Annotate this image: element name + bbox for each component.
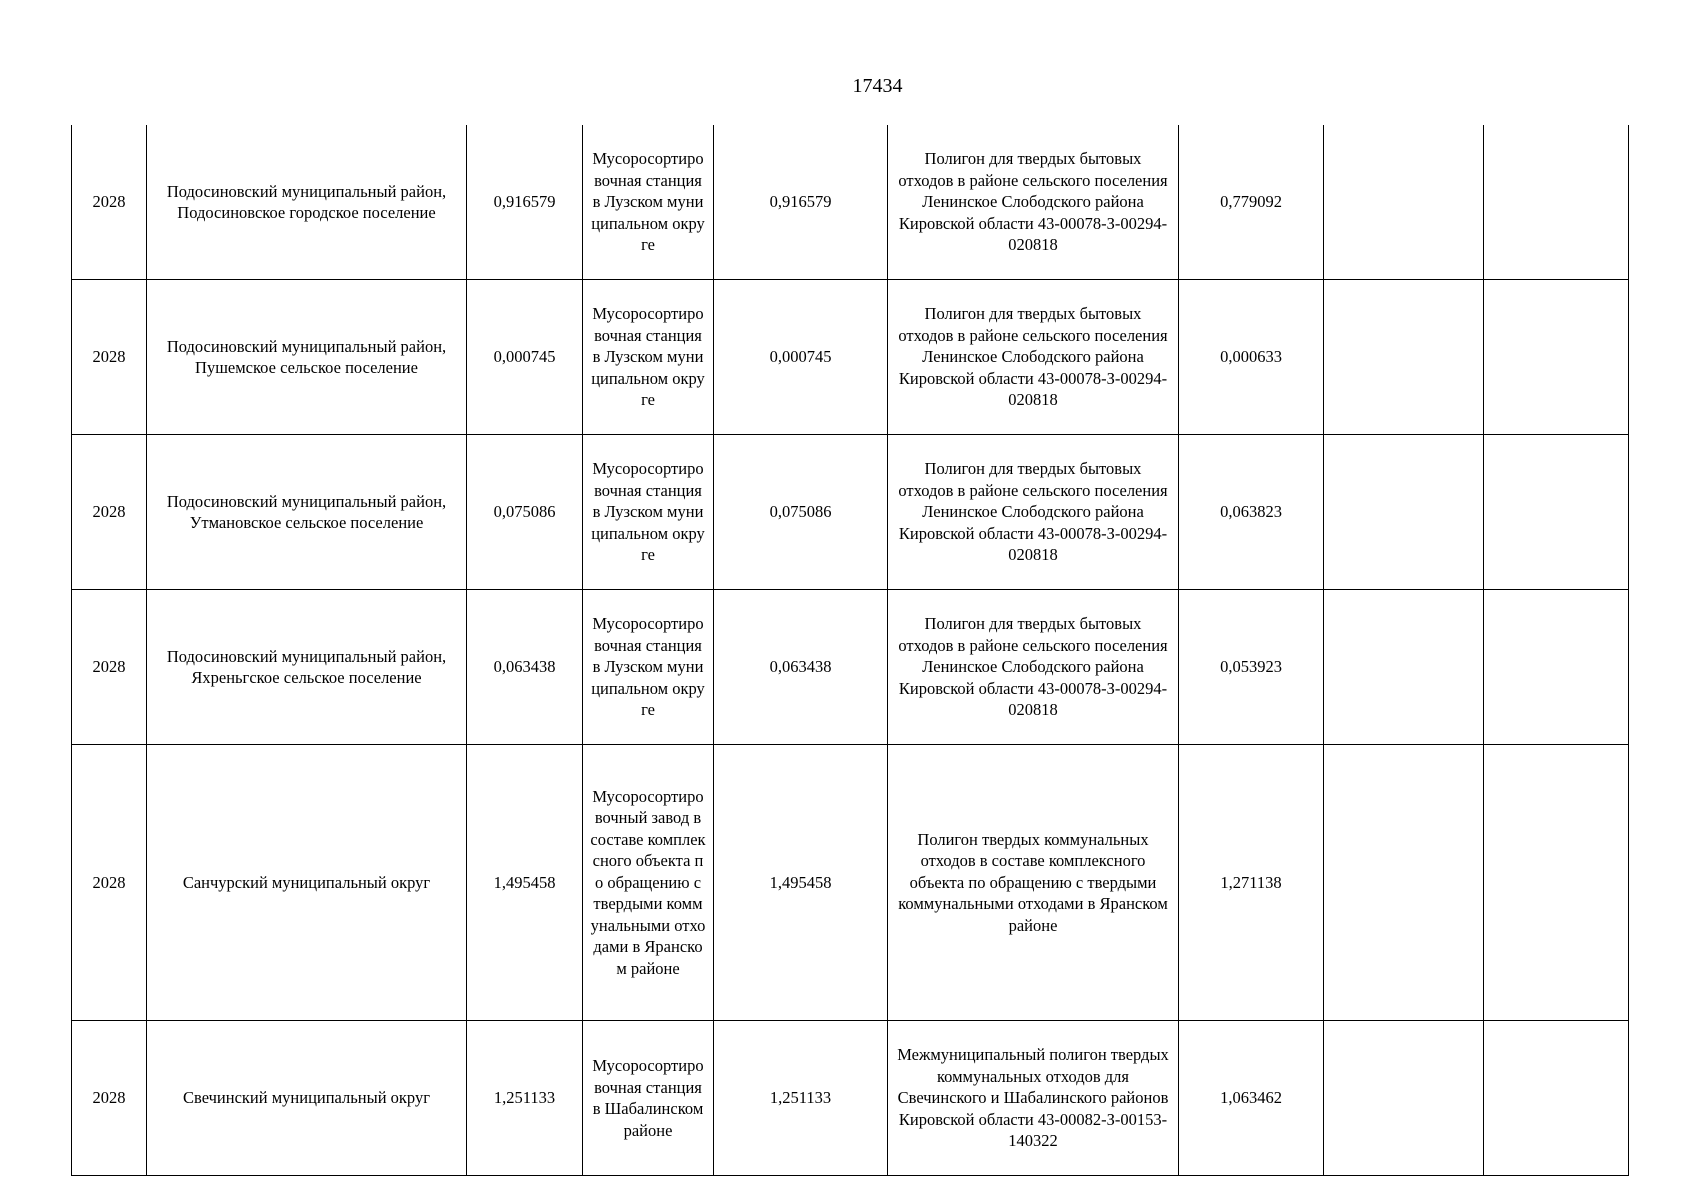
cell-municipality: Подосиновский муниципальный район, Утмановское сельское поселение [147, 435, 467, 590]
cell-volume-in: 0,063438 [467, 590, 583, 745]
cell-facility: Мусоросортировочная станция в Лузском муниципальном округе [583, 125, 714, 280]
cell-landfill: Полигон для твердых бытовых отходов в районе сельского поселения Ленинское Слободского района Кировской области 43-00078-З-00294-020818 [888, 125, 1179, 280]
cell-landfill: Полигон для твердых бытовых отходов в районе сельского поселения Ленинское Слободского района Кировской области 43-00078-З-00294-020818 [888, 435, 1179, 590]
cell-year: 2028 [72, 280, 147, 435]
cell-empty [1324, 590, 1484, 745]
table-row [72, 435, 1629, 590]
cell-empty [1324, 745, 1484, 1021]
cell-municipality: Подосиновский муниципальный район, Подосиновское городское поселение [147, 125, 467, 280]
cell-volume-processed: 0,000745 [714, 280, 888, 435]
cell-volume-disposed: 0,779092 [1179, 125, 1324, 280]
table-row [72, 1021, 1629, 1176]
cell-volume-in: 0,075086 [467, 435, 583, 590]
cell-year: 2028 [72, 435, 147, 590]
cell-facility: Мусоросортировочная станция в Шабалинском районе [583, 1021, 714, 1176]
cell-facility: Мусоросортировочная станция в Лузском муниципальном округе [583, 590, 714, 745]
cell-year: 2028 [72, 590, 147, 745]
cell-empty [1484, 125, 1629, 280]
cell-empty [1324, 1021, 1484, 1176]
cell-empty [1484, 745, 1629, 1021]
cell-landfill: Полигон для твердых бытовых отходов в районе сельского поселения Ленинское Слободского района Кировской области 43-00078-З-00294-020818 [888, 280, 1179, 435]
cell-volume-processed: 1,495458 [714, 745, 888, 1021]
cell-empty [1484, 590, 1629, 745]
cell-volume-disposed: 1,271138 [1179, 745, 1324, 1021]
page-number: 17434 [852, 75, 903, 97]
cell-volume-in: 1,251133 [467, 1021, 583, 1176]
cell-empty [1484, 280, 1629, 435]
cell-volume-in: 0,916579 [467, 125, 583, 280]
cell-facility: Мусоросортировочный завод в составе комплексного объекта по обращению с твердыми коммунальными отходами в Яранском районе [583, 745, 714, 1021]
cell-volume-processed: 0,063438 [714, 590, 888, 745]
cell-empty [1324, 280, 1484, 435]
cell-municipality: Подосиновский муниципальный район, Пушемское сельское поселение [147, 280, 467, 435]
cell-volume-processed: 0,916579 [714, 125, 888, 280]
cell-facility: Мусоросортировочная станция в Лузском муниципальном округе [583, 435, 714, 590]
cell-empty [1484, 1021, 1629, 1176]
waste-flow-table [71, 125, 1629, 1176]
cell-volume-disposed: 0,000633 [1179, 280, 1324, 435]
table-row [72, 125, 1629, 280]
cell-empty [1324, 125, 1484, 280]
cell-volume-in: 1,495458 [467, 745, 583, 1021]
cell-year: 2028 [72, 1021, 147, 1176]
cell-landfill: Межмуниципальный полигон твердых коммунальных отходов для Свечинского и Шабалинского районов Кировской области 43-00082-З-00153-140322 [888, 1021, 1179, 1176]
table-row [72, 590, 1629, 745]
cell-landfill: Полигон для твердых бытовых отходов в районе сельского поселения Ленинское Слободского района Кировской области 43-00078-З-00294-020818 [888, 590, 1179, 745]
cell-year: 2028 [72, 125, 147, 280]
cell-volume-in: 0,000745 [467, 280, 583, 435]
cell-facility: Мусоросортировочная станция в Лузском муниципальном округе [583, 280, 714, 435]
cell-empty [1484, 435, 1629, 590]
cell-volume-disposed: 0,063823 [1179, 435, 1324, 590]
cell-municipality: Свечинский муниципальный округ [147, 1021, 467, 1176]
cell-municipality: Подосиновский муниципальный район, Яхреньгское сельское поселение [147, 590, 467, 745]
cell-year: 2028 [72, 745, 147, 1021]
cell-empty [1324, 435, 1484, 590]
cell-volume-disposed: 0,053923 [1179, 590, 1324, 745]
cell-municipality: Санчурский муниципальный округ [147, 745, 467, 1021]
cell-volume-processed: 1,251133 [714, 1021, 888, 1176]
cell-volume-disposed: 1,063462 [1179, 1021, 1324, 1176]
cell-landfill: Полигон твердых коммунальных отходов в составе комплексного объекта по обращению с твердыми коммунальными отходами в Яранском районе [888, 745, 1179, 1021]
table-row [72, 745, 1629, 1021]
table-row [72, 280, 1629, 435]
cell-volume-processed: 0,075086 [714, 435, 888, 590]
